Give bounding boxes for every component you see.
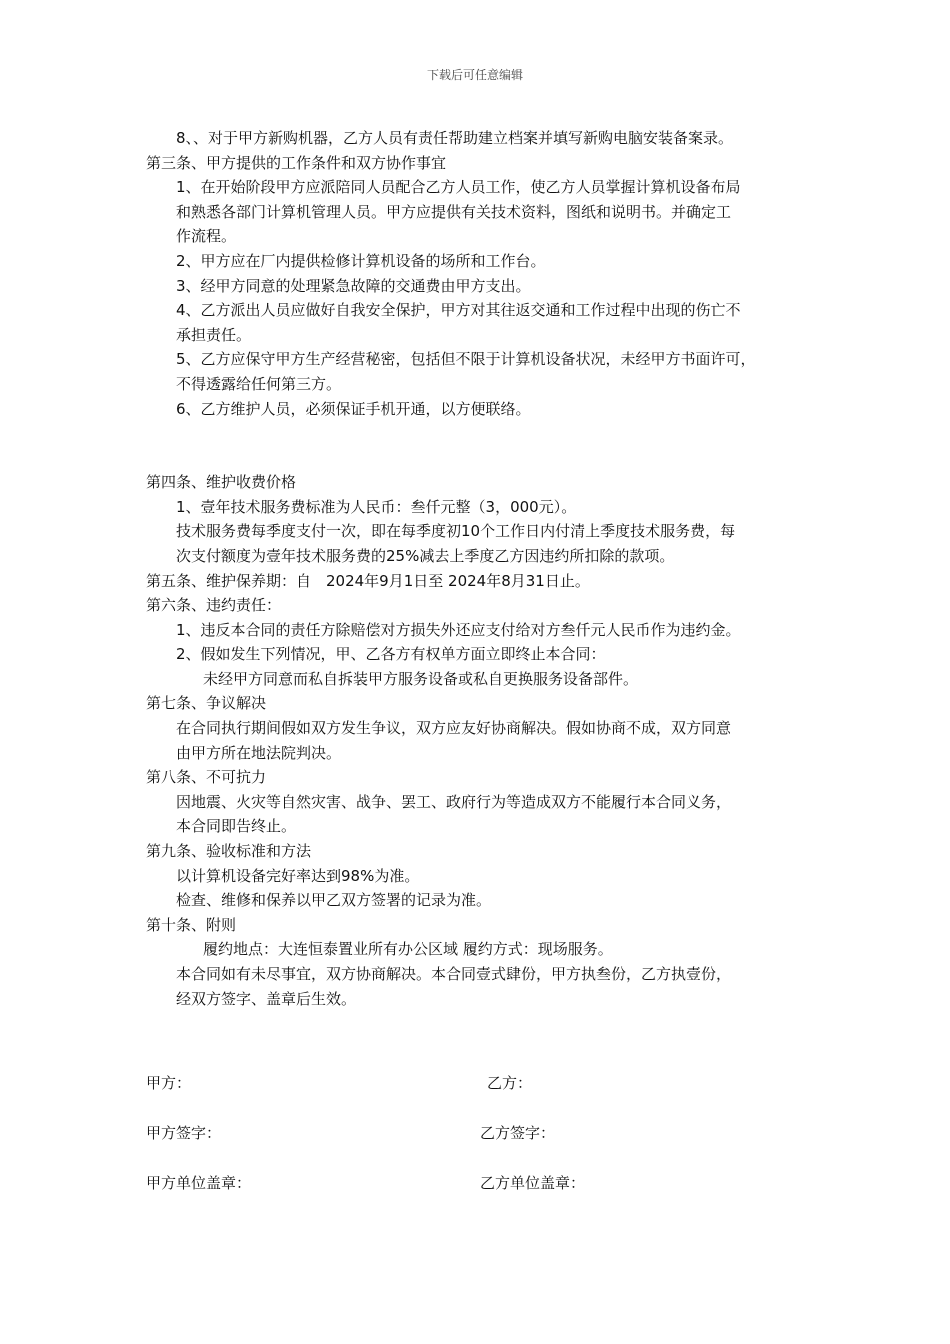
section-heading: 第十条、附则 (146, 915, 237, 934)
contract-line: 由甲方所在地法院判决。 (176, 743, 342, 762)
contract-line: 检查、维修和保养以甲乙双方签署的记录为准。 (176, 891, 492, 910)
contract-line: 未经甲方同意而私自拆装甲方服务设备或私自更换服务设备部件。 (203, 669, 639, 688)
contract-line: 1、在开始阶段甲方应派陪同人员配合乙方人员工作，使乙方人员掌握计算机设备布局 (176, 178, 741, 197)
section-heading: 第六条、违约责任： (146, 596, 282, 615)
section-heading: 第九条、验收标准和方法 (146, 842, 312, 861)
contract-line: 2、甲方应在厂内提供检修计算机设备的场所和工作台。 (176, 251, 546, 270)
contract-line: 本合同如有未尽事宜，双方协商解决。本合同壹式肆份，甲方执叁份，乙方执壹份， (176, 965, 732, 983)
contract-line: 不得透露给任何第三方。 (176, 374, 342, 393)
section-heading: 第四条、维护收费价格 (146, 473, 297, 492)
contract-body (146, 126, 826, 1011)
section-heading: 第五条、维护保养期：自 2024年9月1日至 2024年8月31日止。 (146, 571, 590, 590)
contract-line: 8、、对于甲方新购机器，乙方人员有责任帮助建立档案并填写新购电脑安装备案录。 (176, 129, 734, 147)
contract-line: 1、壹年技术服务费标准为人民币：叁仟元整（3，000元）。 (176, 497, 577, 516)
page-header: 下载后可任意编辑 (426, 68, 523, 82)
contract-line: 在合同执行期间假如双方发生争议，双方应友好协商解决。假如协商不成，双方同意 (176, 719, 732, 738)
contract-line: 2、假如发生下列情况，甲、乙各方有权单方面立即终止本合同： (176, 645, 606, 664)
contract-line: 3、经甲方同意的处理紧急故障的交通费由甲方支出。 (176, 276, 531, 295)
contract-line: 以计算机设备完好率达到98%为准。 (176, 866, 420, 885)
contract-line: 因地震、火灾等自然灾害、战争、罢工、政府行为等造成双方不能履行本合同义务， (176, 792, 732, 811)
contract-line: 5、乙方应保守甲方生产经营秘密，包括但不限于计算机设备状况，未经甲方书面许可， (176, 350, 756, 369)
section-gap (146, 421, 826, 470)
section-heading: 第七条、争议解决 (146, 694, 267, 713)
contract-line: 履约地点：大连恒泰置业所有办公区域 履约方式：现场服务。 (203, 940, 613, 959)
party-a-label: 甲方： (146, 1074, 192, 1092)
party-a-signature-label: 甲方签字： (146, 1124, 222, 1142)
section-heading: 第八条、不可抗力 (146, 768, 267, 787)
contract-line: 1、违反本合同的责任方除赔偿对方损失外还应支付给对方叁仟元人民币作为违约金。 (176, 620, 741, 639)
party-b-seal-label: 乙方单位盖章： (480, 1174, 586, 1192)
section-heading: 第三条、甲方提供的工作条件和双方协作事宜 (146, 153, 447, 172)
contract-line: 次支付额度为壹年技术服务费的25%减去上季度乙方因违约所扣除的款项。 (176, 546, 675, 565)
contract-line: 承担责任。 (176, 325, 252, 344)
party-a-seal-label: 甲方单位盖章： (146, 1174, 252, 1192)
contract-line: 作流程。 (176, 227, 237, 246)
contract-line: 4、乙方派出人员应做好自我安全保护，甲方对其往返交通和工作过程中出现的伤亡不 (176, 301, 741, 320)
party-b-label: 乙方： (487, 1074, 533, 1092)
contract-line: 6、乙方维护人员，必须保证手机开通，以方便联络。 (176, 399, 531, 418)
contract-line: 经双方签字、盖章后生效。 (176, 989, 357, 1008)
party-b-signature-label: 乙方签字： (480, 1124, 556, 1142)
contract-line: 技术服务费每季度支付一次，即在每季度初10个工作日内付清上季度技术服务费，每 (176, 522, 736, 541)
contract-line: 和熟悉各部门计算机管理人员。甲方应提供有关技术资料，图纸和说明书。并确定工 (176, 202, 732, 221)
contract-line: 本合同即告终止。 (176, 817, 297, 836)
